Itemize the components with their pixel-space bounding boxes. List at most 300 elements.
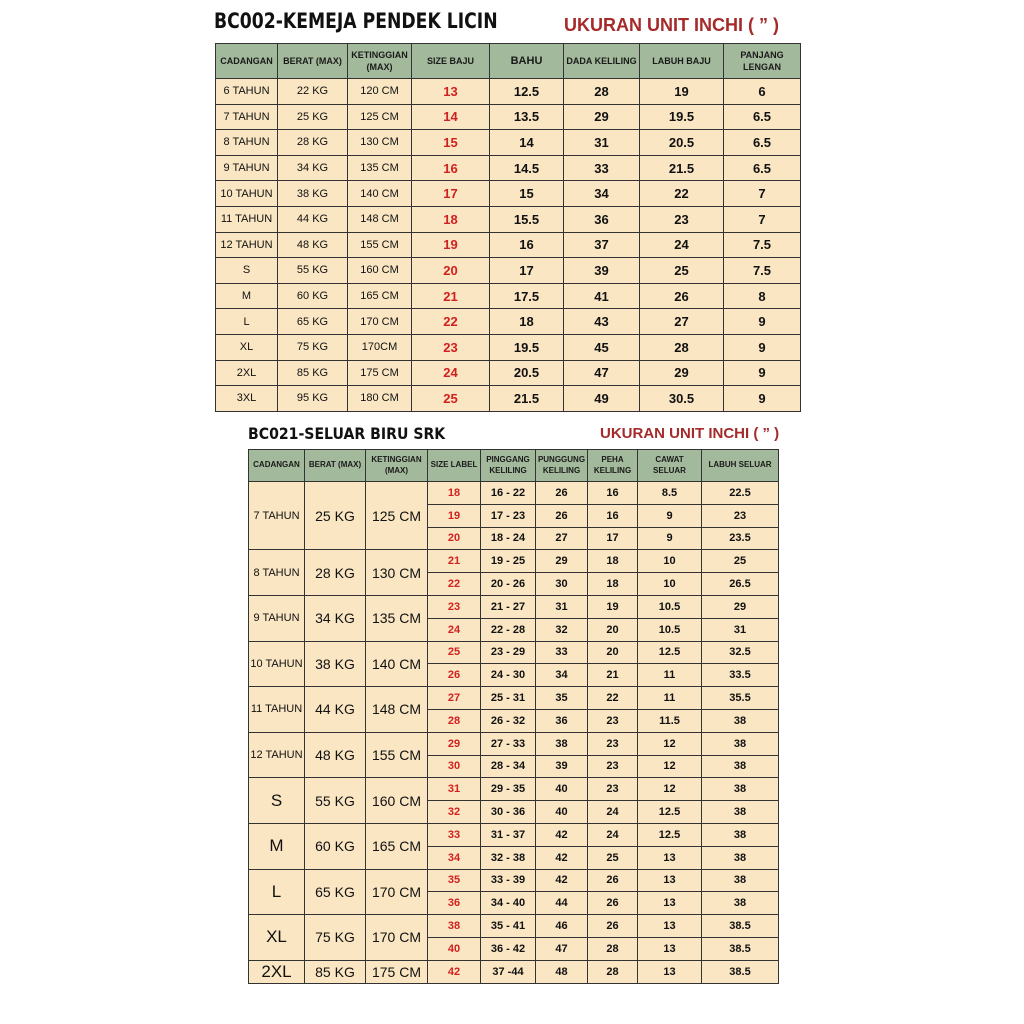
shirt-cell: 29 [640,360,724,386]
shirt-cell: 170CM [348,334,412,360]
pants-cell: 35.5 [702,687,779,710]
pants-berat-cell: 44 KG [305,687,366,733]
shirt-cell: 22 [640,181,724,207]
shirt-cell: 20.5 [490,360,564,386]
shirt-cell: 7 TAHUN [216,104,278,130]
shirt-header-cell: LABUH BAJU [640,44,724,79]
pants-cell: 32 [428,801,481,824]
pants-cell: 12 [638,732,702,755]
pants-cell: 20 - 26 [481,573,536,596]
shirt-cell: 148 CM [348,206,412,232]
shirt-table-row [216,360,801,386]
pants-cell: 27 - 33 [481,732,536,755]
shirt-cell: 27 [640,309,724,335]
pants-cell: 42 [536,869,588,892]
shirt-cell: 6 [724,79,801,105]
pants-cell: 29 [428,732,481,755]
pants-cell: 23 [588,709,638,732]
pants-cell: 25 [702,550,779,573]
pants-cell: 31 - 37 [481,823,536,846]
pants-cell: 20 [588,641,638,664]
shirt-cell: 15.5 [490,206,564,232]
pants-cell: 16 [588,504,638,527]
shirt-cell: 20.5 [640,130,724,156]
shirt-cell: 21.5 [640,155,724,181]
shirt-cell: 38 KG [278,181,348,207]
shirt-cell: 7 [724,206,801,232]
pants-berat-cell: 60 KG [305,823,366,869]
pants-cell: 23 [702,504,779,527]
pants-tinggi-cell: 125 CM [366,482,428,550]
pants-cell: 38 [702,755,779,778]
shirt-cell: 10 TAHUN [216,181,278,207]
pants-cell: 46 [536,915,588,938]
pants-cell: 40 [536,801,588,824]
pants-cadangan-cell: 9 TAHUN [249,595,305,641]
pants-cell: 40 [428,937,481,960]
pants-cadangan-cell: S [249,778,305,824]
pants-cell: 33.5 [702,664,779,687]
shirt-cell: 15 [490,181,564,207]
pants-tinggi-cell: 155 CM [366,732,428,778]
pants-cell: 40 [536,778,588,801]
pants-header-cell: KETINGGIAN (MAX) [366,450,428,482]
pants-cell: 13 [638,869,702,892]
pants-cell: 38 [702,732,779,755]
pants-cell: 19 - 25 [481,550,536,573]
pants-cell: 32 [536,618,588,641]
shirt-cell: 25 KG [278,104,348,130]
pants-cell: 13 [638,960,702,983]
pants-cell: 42 [536,823,588,846]
shirt-cell: 175 CM [348,360,412,386]
shirt-header-cell: PANJANG LENGAN [724,44,801,79]
shirt-cell: 21.5 [490,386,564,412]
pants-berat-cell: 75 KG [305,915,366,961]
pants-cell: 17 - 23 [481,504,536,527]
pants-cell: 18 [428,482,481,505]
pants-tinggi-cell: 135 CM [366,595,428,641]
shirt-table-row [216,155,801,181]
pants-table-row [249,482,779,505]
pants-cell: 26 - 32 [481,709,536,732]
shirt-cell: 155 CM [348,232,412,258]
shirt-table-row [216,130,801,156]
shirt-table-row [216,104,801,130]
pants-tinggi-cell: 140 CM [366,641,428,687]
pants-cell: 28 [588,960,638,983]
shirt-header-row [216,44,801,79]
pants-cell: 12.5 [638,801,702,824]
shirt-cell: 16 [490,232,564,258]
shirt-cell: 30.5 [640,386,724,412]
pants-unit-note: UKURAN UNIT INCHI ( ” ) [600,425,780,442]
shirt-cell: 19.5 [490,334,564,360]
pants-berat-cell: 28 KG [305,550,366,596]
pants-cadangan-cell: L [249,869,305,915]
shirt-table-row [216,309,801,335]
shirt-cell: 49 [564,386,640,412]
shirt-cell: 20 [412,258,490,284]
pants-cell: 35 [428,869,481,892]
pants-cell: 25 [588,846,638,869]
shirt-cell: 130 CM [348,130,412,156]
pants-berat-cell: 65 KG [305,869,366,915]
shirt-cell: 41 [564,283,640,309]
pants-cell: 27 [536,527,588,550]
shirt-cell: 25 [640,258,724,284]
shirt-cell: 19 [640,79,724,105]
shirt-cell: 19 [412,232,490,258]
pants-cell: 18 - 24 [481,527,536,550]
pants-cell: 33 [428,823,481,846]
shirt-cell: 85 KG [278,360,348,386]
pants-cell: 13 [638,892,702,915]
pants-cell: 30 [536,573,588,596]
shirt-cell: 6.5 [724,104,801,130]
pants-cell: 38 [536,732,588,755]
shirt-cell: 47 [564,360,640,386]
shirt-cell: 45 [564,334,640,360]
shirt-cell: 9 [724,334,801,360]
pants-cell: 31 [428,778,481,801]
pants-cell: 12.5 [638,641,702,664]
pants-cell: 18 [588,550,638,573]
pants-cell: 36 [536,709,588,732]
pants-cell: 38 [702,869,779,892]
pants-cell: 10.5 [638,618,702,641]
pants-cell: 48 [536,960,588,983]
shirt-table-row [216,386,801,412]
pants-cell: 13 [638,937,702,960]
pants-cell: 26.5 [702,573,779,596]
shirt-cell: M [216,283,278,309]
pants-cell: 11.5 [638,709,702,732]
pants-table-row [249,869,779,892]
shirt-header-cell: BERAT (MAX) [278,44,348,79]
pants-cell: 30 - 36 [481,801,536,824]
pants-cell: 42 [536,846,588,869]
pants-cell: 22 - 28 [481,618,536,641]
shirt-table-row [216,206,801,232]
shirt-cell: 28 KG [278,130,348,156]
pants-cell: 13 [638,846,702,869]
pants-table-row [249,823,779,846]
pants-cell: 26 [536,482,588,505]
pants-cell: 38 [702,778,779,801]
pants-cell: 34 [428,846,481,869]
shirt-table-row [216,283,801,309]
pants-berat-cell: 55 KG [305,778,366,824]
pants-cell: 12 [638,778,702,801]
pants-table-row [249,915,779,938]
shirt-header-cell: CADANGAN [216,44,278,79]
pants-cell: 11 [638,664,702,687]
shirt-cell: 11 TAHUN [216,206,278,232]
pants-cell: 25 [428,641,481,664]
pants-table-row [249,595,779,618]
pants-title: BC021-SELUAR BIRU SRK [248,424,446,443]
shirt-cell: 18 [412,206,490,232]
pants-cell: 37 -44 [481,960,536,983]
shirt-cell: 24 [640,232,724,258]
pants-cell: 30 [428,755,481,778]
pants-size-table [248,449,779,984]
shirt-cell: 21 [412,283,490,309]
pants-cell: 23 [588,778,638,801]
pants-cell: 19 [588,595,638,618]
pants-cell: 31 [702,618,779,641]
pants-cell: 26 [588,892,638,915]
pants-cell: 34 [536,664,588,687]
shirt-cell: 180 CM [348,386,412,412]
pants-cell: 23 [588,732,638,755]
pants-cell: 12.5 [638,823,702,846]
shirt-cell: 8 TAHUN [216,130,278,156]
shirt-cell: 28 [640,334,724,360]
pants-cadangan-cell: 10 TAHUN [249,641,305,687]
pants-cell: 22 [588,687,638,710]
shirt-cell: 75 KG [278,334,348,360]
shirt-cell: 13 [412,79,490,105]
pants-cell: 20 [428,527,481,550]
shirt-cell: 120 CM [348,79,412,105]
shirt-cell: 12 TAHUN [216,232,278,258]
shirt-cell: 19.5 [640,104,724,130]
pants-cell: 24 [428,618,481,641]
pants-cell: 42 [428,960,481,983]
shirt-cell: 6.5 [724,130,801,156]
pants-cell: 36 [428,892,481,915]
shirt-cell: 9 TAHUN [216,155,278,181]
pants-cadangan-cell: M [249,823,305,869]
shirt-cell: 28 [564,79,640,105]
shirt-title: BC002-KEMEJA PENDEK LICIN [214,9,498,33]
pants-berat-cell: 34 KG [305,595,366,641]
shirt-cell: 13.5 [490,104,564,130]
shirt-cell: 18 [490,309,564,335]
pants-cell: 35 [536,687,588,710]
pants-cell: 16 - 22 [481,482,536,505]
pants-table-row [249,732,779,755]
pants-cell: 35 - 41 [481,915,536,938]
pants-cell: 21 [588,664,638,687]
pants-header-cell: SIZE LABEL [428,450,481,482]
shirt-cell: 9 [724,309,801,335]
pants-header-cell: BERAT (MAX) [305,450,366,482]
pants-cell: 29 [536,550,588,573]
shirt-cell: 37 [564,232,640,258]
shirt-cell: 17 [412,181,490,207]
shirt-cell: 170 CM [348,309,412,335]
pants-cell: 8.5 [638,482,702,505]
pants-cadangan-cell: 7 TAHUN [249,482,305,550]
shirt-cell: 165 CM [348,283,412,309]
shirt-cell: 39 [564,258,640,284]
pants-cell: 10.5 [638,595,702,618]
pants-cell: 19 [428,504,481,527]
shirt-cell: 125 CM [348,104,412,130]
pants-cell: 38.5 [702,915,779,938]
shirt-cell: 25 [412,386,490,412]
shirt-header-cell: BAHU [490,44,564,79]
pants-cadangan-cell: 2XL [249,960,305,983]
pants-cell: 26 [536,504,588,527]
shirt-cell: 23 [412,334,490,360]
pants-cell: 28 [588,937,638,960]
pants-cell: 10 [638,573,702,596]
pants-cell: 44 [536,892,588,915]
shirt-cell: 135 CM [348,155,412,181]
shirt-cell: 17.5 [490,283,564,309]
shirt-cell: 16 [412,155,490,181]
shirt-unit-note: UKURAN UNIT INCHI ( ” ) [564,15,779,35]
pants-header-row [249,450,779,482]
pants-cell: 28 [428,709,481,732]
pants-cell: 36 - 42 [481,937,536,960]
pants-cell: 24 - 30 [481,664,536,687]
pants-table-row [249,641,779,664]
shirt-cell: 12.5 [490,79,564,105]
pants-cell: 47 [536,937,588,960]
shirt-cell: S [216,258,278,284]
pants-cadangan-cell: XL [249,915,305,961]
shirt-cell: 14 [490,130,564,156]
pants-cell: 21 - 27 [481,595,536,618]
shirt-cell: 22 KG [278,79,348,105]
shirt-table-row [216,334,801,360]
shirt-cell: 65 KG [278,309,348,335]
shirt-cell: 14.5 [490,155,564,181]
shirt-cell: 6 TAHUN [216,79,278,105]
shirt-cell: 23 [640,206,724,232]
pants-cell: 9 [638,527,702,550]
pants-table-row [249,960,779,983]
shirt-cell: 140 CM [348,181,412,207]
pants-cell: 12 [638,755,702,778]
shirt-cell: 95 KG [278,386,348,412]
shirt-table-row [216,258,801,284]
pants-cell: 9 [638,504,702,527]
shirt-cell: XL [216,334,278,360]
pants-tinggi-cell: 160 CM [366,778,428,824]
shirt-cell: 17 [490,258,564,284]
pants-cell: 10 [638,550,702,573]
pants-cell: 32.5 [702,641,779,664]
pants-tinggi-cell: 175 CM [366,960,428,983]
shirt-cell: 6.5 [724,155,801,181]
shirt-cell: 7 [724,181,801,207]
pants-cell: 28 - 34 [481,755,536,778]
pants-cell: 33 [536,641,588,664]
shirt-cell: 34 [564,181,640,207]
pants-tinggi-cell: 165 CM [366,823,428,869]
shirt-header-cell: SIZE BAJU [412,44,490,79]
pants-cell: 24 [588,801,638,824]
pants-header-cell: PINGGANG KELILING [481,450,536,482]
pants-cell: 11 [638,687,702,710]
pants-cadangan-cell: 11 TAHUN [249,687,305,733]
pants-cell: 29 [702,595,779,618]
pants-table-row [249,687,779,710]
pants-header-cell: PUNGGUNG KELILING [536,450,588,482]
pants-cell: 13 [638,915,702,938]
shirt-header-cell: KETINGGIAN (MAX) [348,44,412,79]
pants-berat-cell: 48 KG [305,732,366,778]
shirt-cell: 36 [564,206,640,232]
shirt-cell: L [216,309,278,335]
shirt-cell: 7.5 [724,232,801,258]
pants-berat-cell: 25 KG [305,482,366,550]
pants-tinggi-cell: 148 CM [366,687,428,733]
shirt-cell: 44 KG [278,206,348,232]
pants-tinggi-cell: 170 CM [366,915,428,961]
pants-cell: 27 [428,687,481,710]
shirt-cell: 9 [724,360,801,386]
shirt-cell: 26 [640,283,724,309]
pants-cell: 33 - 39 [481,869,536,892]
pants-berat-cell: 85 KG [305,960,366,983]
shirt-header-cell: DADA KELILING [564,44,640,79]
shirt-cell: 8 [724,283,801,309]
pants-cell: 18 [588,573,638,596]
pants-table-row [249,778,779,801]
pants-cell: 39 [536,755,588,778]
pants-cell: 17 [588,527,638,550]
shirt-cell: 60 KG [278,283,348,309]
pants-cell: 23 [588,755,638,778]
pants-cell: 26 [588,869,638,892]
pants-header-cell: PEHA KELILING [588,450,638,482]
shirt-table-row [216,232,801,258]
pants-cell: 16 [588,482,638,505]
pants-cell: 38 [702,709,779,732]
pants-header-cell: CAWAT SELUAR [638,450,702,482]
pants-cell: 31 [536,595,588,618]
pants-cell: 25 - 31 [481,687,536,710]
shirt-cell: 31 [564,130,640,156]
pants-cell: 20 [588,618,638,641]
pants-berat-cell: 38 KG [305,641,366,687]
shirt-table-row [216,79,801,105]
shirt-cell: 7.5 [724,258,801,284]
pants-cell: 34 - 40 [481,892,536,915]
pants-cell: 38.5 [702,937,779,960]
pants-header-cell: CADANGAN [249,450,305,482]
shirt-cell: 22 [412,309,490,335]
pants-cell: 26 [428,664,481,687]
pants-cell: 38 [702,892,779,915]
pants-cell: 23 - 29 [481,641,536,664]
pants-header-cell: LABUH SELUAR [702,450,779,482]
shirt-cell: 29 [564,104,640,130]
shirt-cell: 43 [564,309,640,335]
shirt-cell: 55 KG [278,258,348,284]
pants-cell: 38 [428,915,481,938]
pants-cell: 22 [428,573,481,596]
pants-cell: 24 [588,823,638,846]
pants-table-row [249,550,779,573]
shirt-size-table [215,43,801,412]
pants-tinggi-cell: 130 CM [366,550,428,596]
shirt-cell: 15 [412,130,490,156]
pants-cell: 38.5 [702,960,779,983]
shirt-cell: 160 CM [348,258,412,284]
pants-cell: 29 - 35 [481,778,536,801]
pants-cell: 23.5 [702,527,779,550]
shirt-cell: 34 KG [278,155,348,181]
pants-cell: 23 [428,595,481,618]
